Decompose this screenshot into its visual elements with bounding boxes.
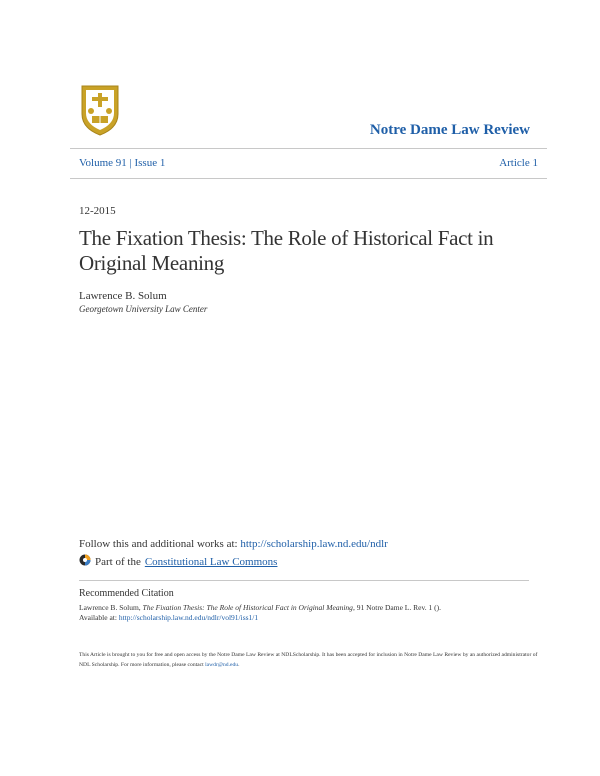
notice-text: This Article is brought to you for free and open access by the Notre Dame Law Review at NDLScholarship. It has been accepted for inclusion in Notre Dame Law Review by an authorized administrator of NDL Scholarship. For more information, please contact — [79, 652, 538, 668]
commons-network-icon — [79, 554, 91, 569]
recommended-citation — [79, 603, 539, 623]
available-url-link[interactable]: http://scholarship.law.nd.edu/ndlr/vol91/iss1/1 — [118, 613, 259, 622]
follow-prefix: Follow this and additional works at: — [79, 538, 241, 550]
section-divider — [79, 580, 529, 581]
university-shield-icon — [80, 84, 120, 136]
contact-email-link[interactable]: lawdr@nd.edu — [205, 662, 239, 668]
citation-prefix: Lawrence B. Solum, — [79, 603, 143, 612]
recommended-citation-heading: Recommended Citation — [79, 588, 174, 599]
access-notice — [79, 650, 539, 670]
volume-issue-link[interactable]: Volume 91 | Issue 1 — [79, 157, 166, 169]
header-divider — [70, 178, 547, 179]
author-name: Lawrence B. Solum — [79, 290, 167, 302]
part-of-line — [79, 554, 277, 569]
article-number-link[interactable]: Article 1 — [499, 157, 538, 169]
follow-line — [79, 538, 388, 550]
author-affiliation: Georgetown University Law Center — [79, 304, 208, 314]
available-prefix: Available at: — [79, 613, 119, 622]
header-divider — [70, 148, 547, 149]
notice-end: . — [238, 662, 240, 668]
citation-suffix: , 91 Notre Dame L. Rev. 1 (). — [352, 603, 441, 612]
constitutional-law-commons-link[interactable]: Constitutional Law Commons — [144, 555, 278, 568]
publication-date: 12-2015 — [79, 205, 116, 217]
article-title: The Fixation Thesis: The Role of Historical Fact in Original Meaning — [79, 226, 494, 275]
follow-url-link[interactable]: http://scholarship.law.nd.edu/ndlr — [240, 538, 388, 550]
journal-name[interactable]: Notre Dame Law Review — [369, 122, 530, 138]
citation-title: The Fixation Thesis: The Role of Historical Fact in Original Meaning — [142, 603, 353, 612]
part-of-prefix: Part of the — [95, 555, 141, 568]
